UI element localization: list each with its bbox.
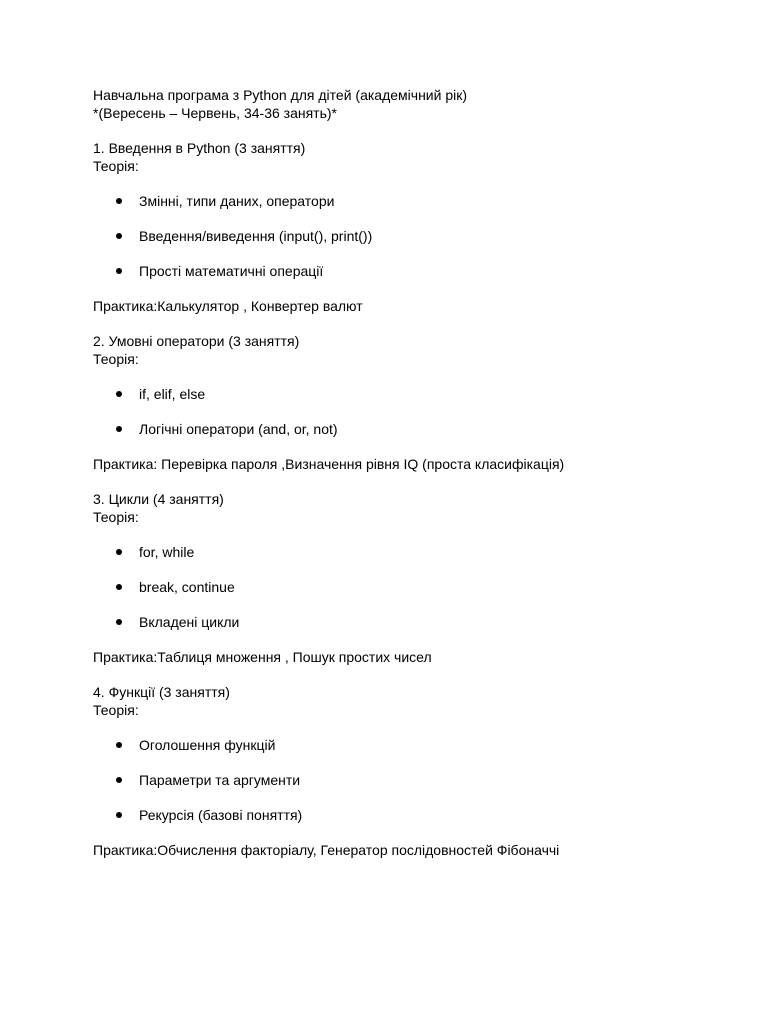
theory-list [93,385,733,438]
theory-label: Теорія: [93,702,139,718]
list-item-text: Параметри та аргументи [139,772,301,788]
list-item-text: Прості математичні операції [139,263,324,279]
spacer [93,280,733,297]
document-page [93,86,733,859]
list-item [93,736,733,754]
section-heading: 2. Умовні оператори (3 заняття) [93,333,300,349]
list-item-text: Введення/виведення (input(), print()) [139,228,373,244]
practice-line: Практика:Таблиця множення , Пошук простих чисел [93,649,432,665]
list-item-text: if, elif, else [139,386,206,402]
section-heading: 1. Введення в Python (3 заняття) [93,140,306,156]
list-item-text: Логічні оператори (and, or, not) [139,421,338,437]
bullet-icon [116,549,122,555]
list-item [93,192,733,210]
bullet-icon [116,619,122,625]
section-heading: 3. Цикли (4 заняття) [93,491,224,507]
bullet-icon [116,777,122,783]
list-item [93,613,733,631]
list-item [93,771,733,789]
spacer [93,824,733,841]
list-item [93,385,733,403]
theory-list [93,736,733,824]
section-loops [93,490,733,683]
theory-label: Теорія: [93,351,139,367]
practice-line: Практика:Обчислення факторіалу, Генератор послідовностей Фібоначчі [93,842,560,858]
list-item [93,227,733,245]
bullet-icon [116,268,122,274]
spacer [93,526,733,543]
list-item-text: Оголошення функцій [139,737,276,753]
bullet-icon [116,584,122,590]
list-item [93,420,733,438]
list-item-text: break, continue [139,579,235,595]
bullet-icon [116,426,122,432]
bullet-icon [116,742,122,748]
list-item-text: Рекурсія (базові поняття) [139,807,303,823]
theory-list [93,543,733,631]
spacer [93,122,733,139]
section-heading: 4. Функції (3 заняття) [93,684,230,700]
spacer [93,666,733,683]
section-conditionals [93,332,733,490]
document-subtitle: *(Вересень – Червень, 34-36 занять)* [93,105,337,121]
bullet-icon [116,198,122,204]
bullet-icon [116,233,122,239]
spacer [93,719,733,736]
list-item-text: Вкладені цикли [139,614,240,630]
spacer [93,438,733,455]
spacer [93,631,733,648]
list-item [93,543,733,561]
document-title: Навчальна програма з Python для дітей (академічний рік) [93,87,468,103]
spacer [93,315,733,332]
section-functions [93,683,733,859]
spacer [93,368,733,385]
bullet-icon [116,812,122,818]
theory-list [93,192,733,280]
list-item [93,578,733,596]
theory-label: Теорія: [93,158,139,174]
practice-line: Практика:Калькулятор , Конвертер валют [93,298,363,314]
list-item-text: Змінні, типи даних, оператори [139,193,335,209]
list-item-text: for, while [139,544,195,560]
spacer [93,175,733,192]
bullet-icon [116,391,122,397]
spacer [93,473,733,490]
section-intro-python [93,139,733,332]
list-item [93,262,733,280]
list-item [93,806,733,824]
practice-line: Практика: Перевірка пароля ,Визначення рівня IQ (проста класифікація) [93,456,565,472]
theory-label: Теорія: [93,509,139,525]
